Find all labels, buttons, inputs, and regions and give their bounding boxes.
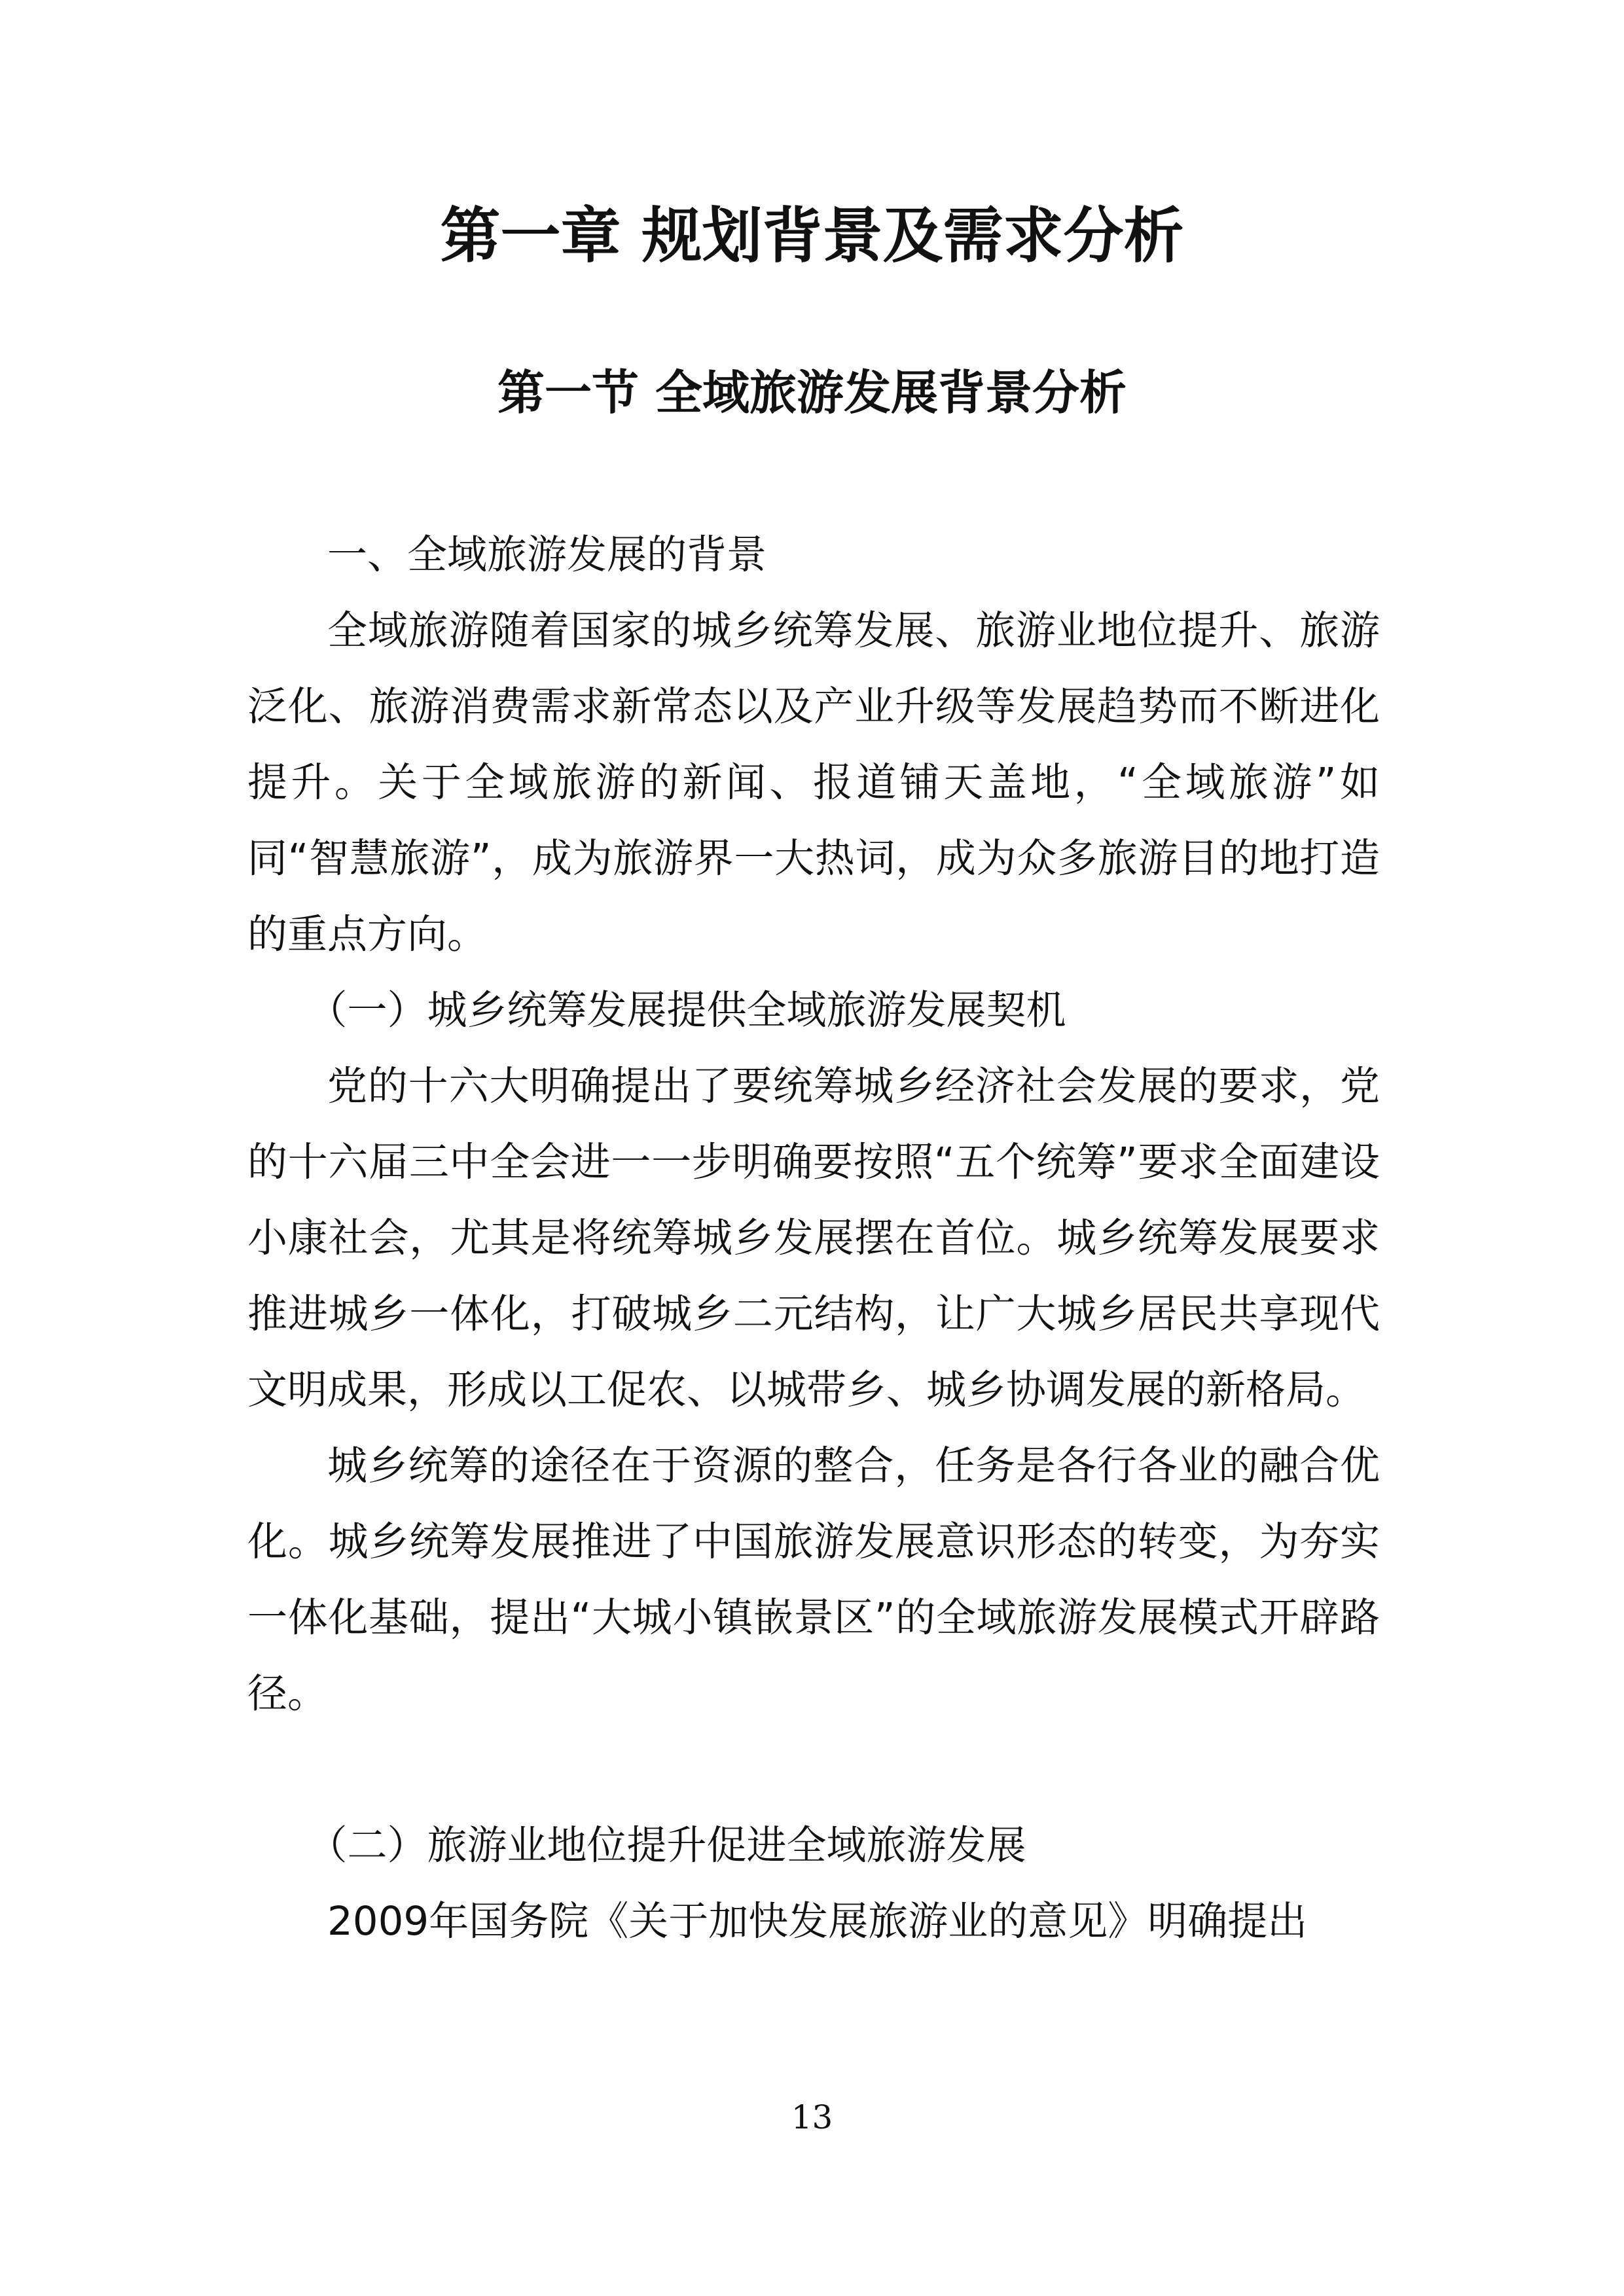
paragraph: 党的十六大明确提出了要统筹城乡经济社会发展的要求，党的十六届三中全会进一一步明确要按照“五个统筹”要求全面建设小康社会，尤其是将统筹城乡发展摆在首位。城乡统筹发展要求推进城乡一体化，打破城乡二元结构，让广大城乡居民共享现代文明成果，形成以工促农、以城带乡、城乡协调发展的新格局。 [247, 1063, 1380, 1413]
paragraph: 2009年国务院《关于加快发展旅游业的意见》明确提出 [327, 1898, 1308, 1945]
chapter-title: 第一章 规划背景及需求分析 [440, 200, 1184, 271]
page-number: 13 [791, 2098, 833, 2136]
heading-background: 一、全域旅游发展的背景 [327, 531, 767, 578]
section-title: 第一节 全域旅游发展背景分析 [497, 365, 1127, 420]
subheading-urban-rural: （一）城乡统筹发展提供全域旅游发展契机 [307, 987, 1066, 1033]
body-text [247, 517, 1380, 1960]
subheading-tourism-status: （二）旅游业地位提升促进全域旅游发展 [307, 1822, 1026, 1869]
paragraph: 全域旅游随着国家的城乡统筹发展、旅游业地位提升、旅游泛化、旅游消费需求新常态以及产业升级等发展趋势而不断进化提升。关于全域旅游的新闻、报道铺天盖地，“全域旅游”如同“智慧旅游”，成为旅游界一大热词，成为众多旅游目的地打造的重点方向。 [247, 607, 1380, 958]
paragraph: 城乡统筹的途径在于资源的整合，任务是各行各业的融合优化。城乡统筹发展推进了中国旅游发展意识形态的转变，为夯实一体化基础，提出“大城小镇嵌景区”的全域旅游发展模式开辟路径。 [247, 1443, 1380, 1717]
